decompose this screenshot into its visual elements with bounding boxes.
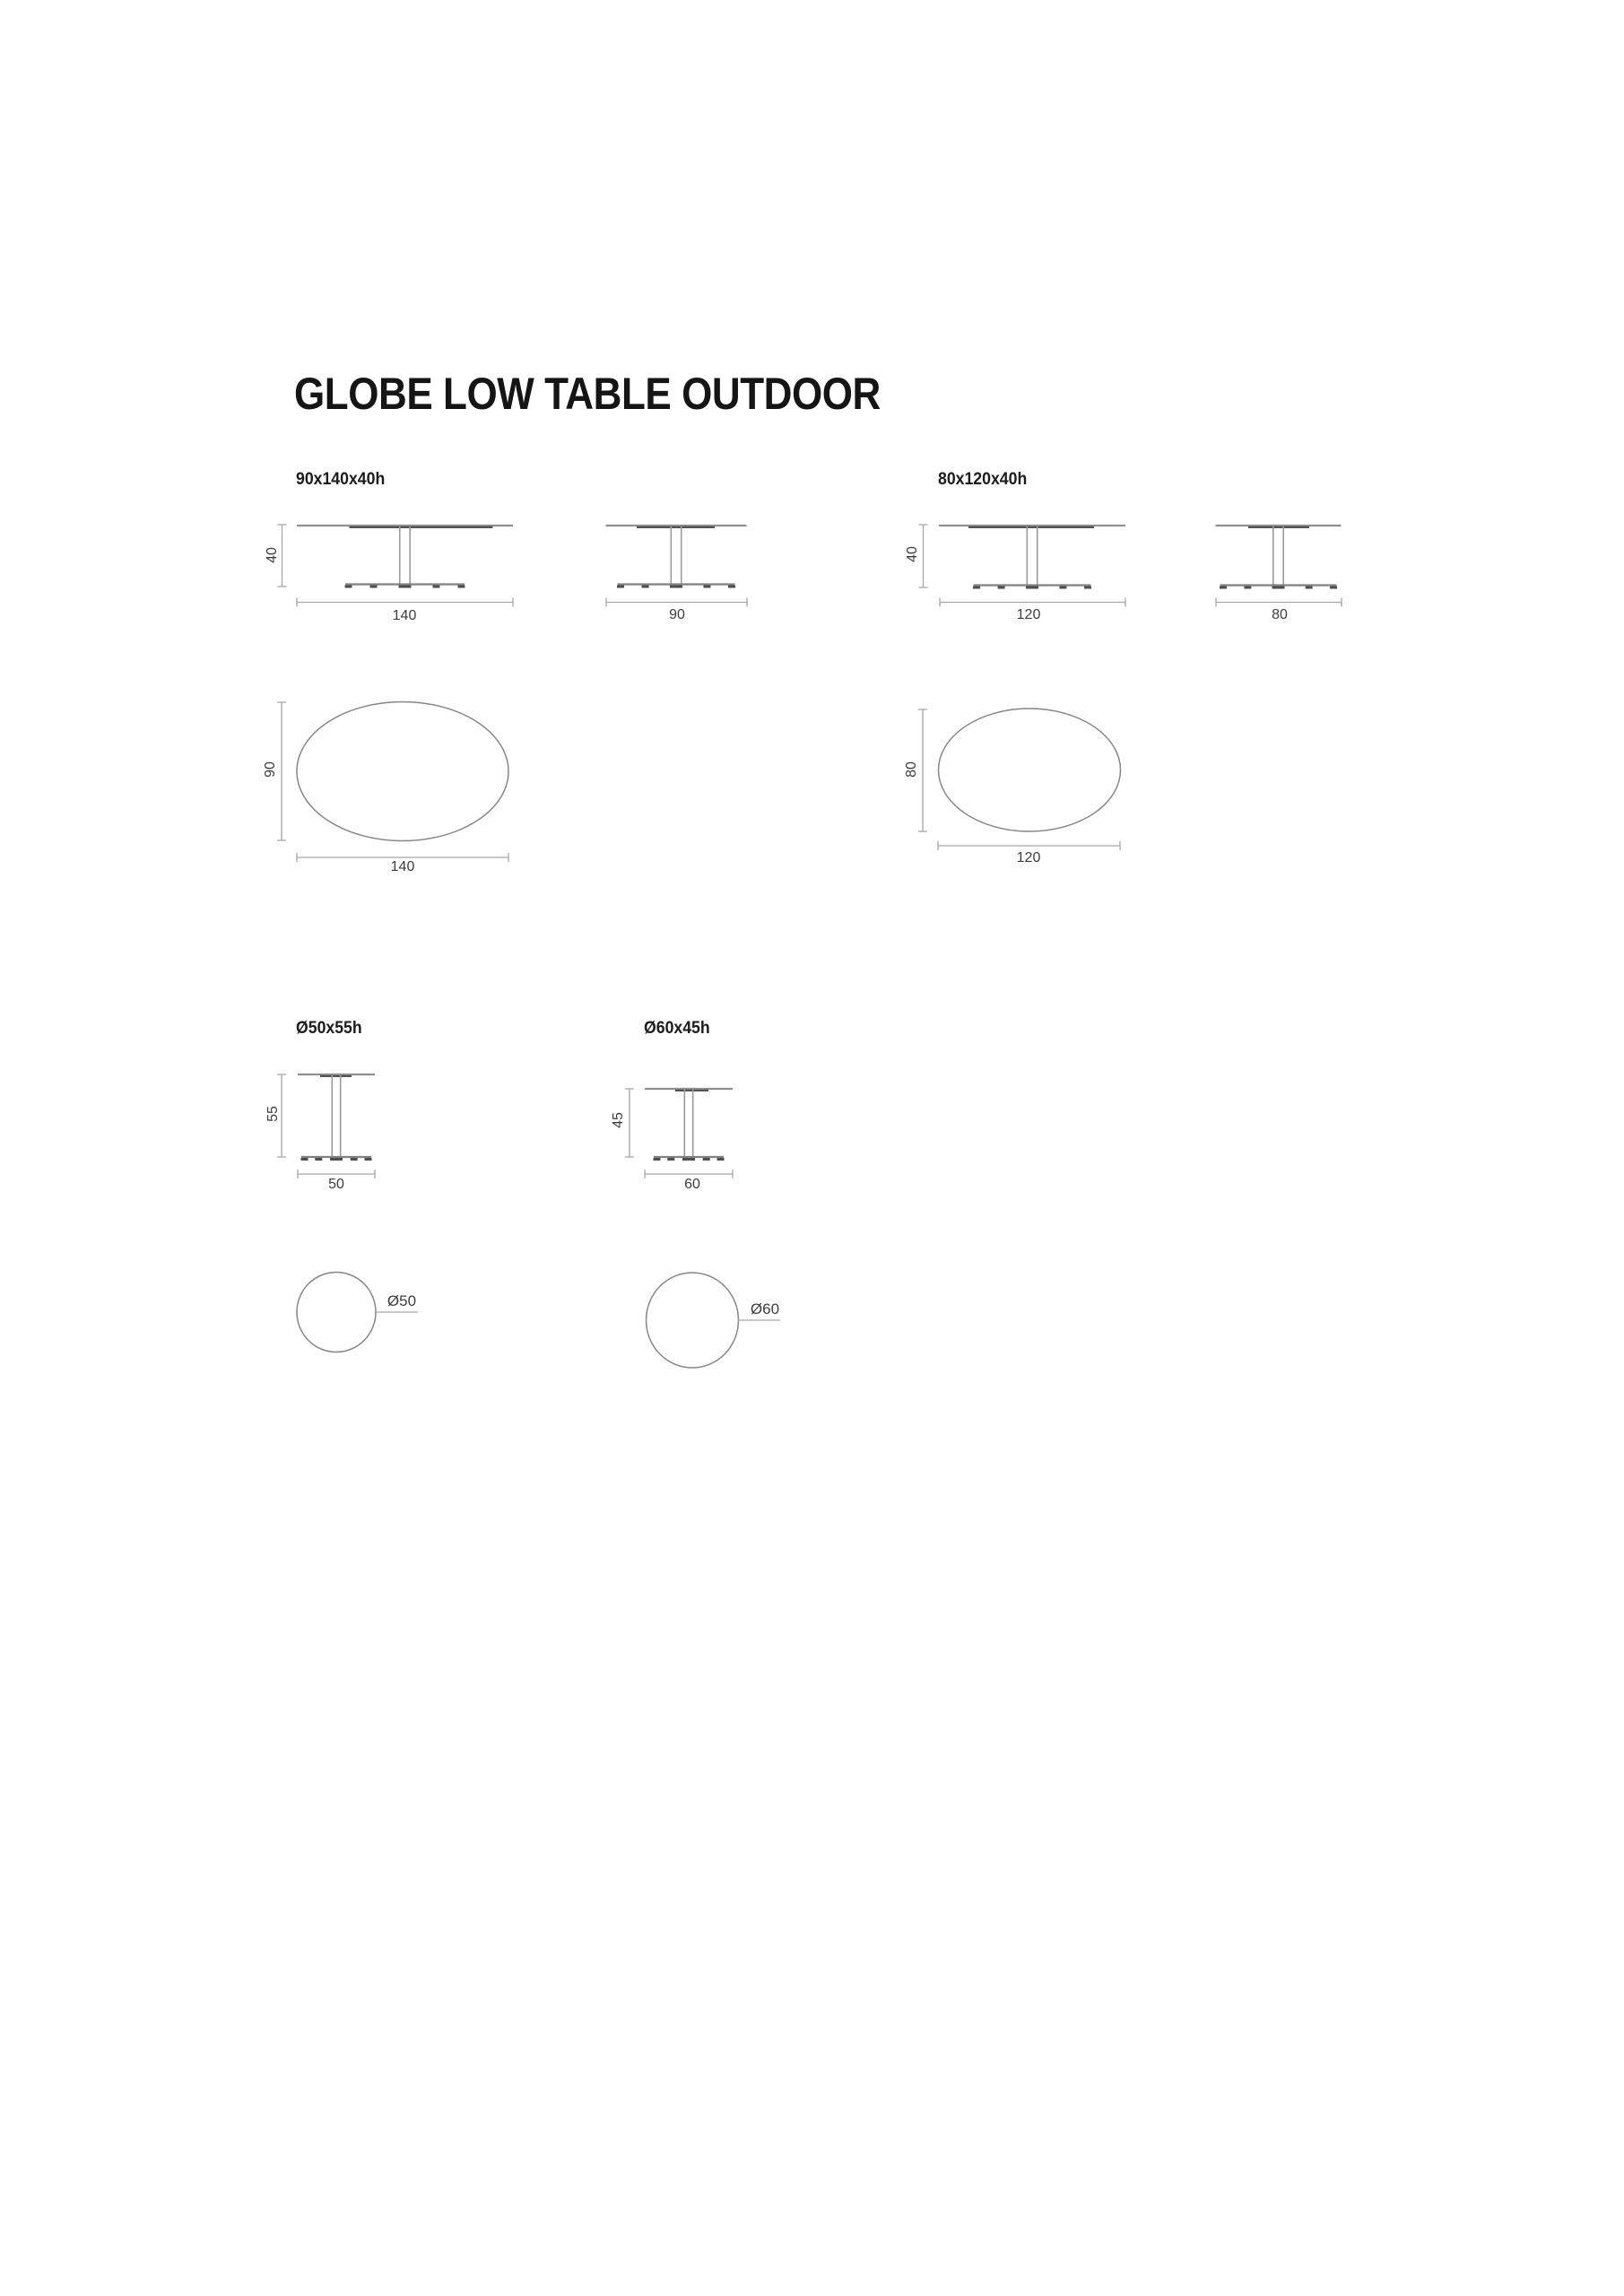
dim-height-40-second: 40 (905, 546, 920, 562)
foot-mark (717, 1158, 725, 1161)
dim-width-120-side: 120 (1016, 607, 1041, 622)
foot-mark (330, 1158, 343, 1161)
dim-width-120-top: 120 (1016, 850, 1041, 865)
foot-mark (345, 586, 352, 588)
width-dimension-line (606, 598, 747, 607)
side-view-140x40 (297, 526, 513, 588)
top-view-ellipse-140x90 (297, 702, 508, 841)
foot-mark (654, 1158, 661, 1161)
foot-mark (973, 587, 980, 589)
width-dimension-line (940, 598, 1125, 607)
foot-mark (315, 1158, 322, 1161)
dim-width-140-top: 140 (390, 859, 415, 874)
foot-mark (1084, 587, 1091, 589)
dim-depth-90-top: 90 (263, 761, 278, 778)
section-label-90x140x40h: 90x140x40h (296, 470, 386, 489)
foot-mark (642, 586, 649, 588)
width-dimension-line (1216, 598, 1342, 607)
side-view-80x40 (1216, 526, 1342, 589)
foot-mark (399, 586, 412, 588)
dim-width-140-side: 140 (392, 608, 417, 623)
foot-mark (365, 1158, 372, 1161)
foot-mark (1220, 587, 1227, 589)
page-title: GLOBE LOW TABLE OUTDOOR (294, 369, 881, 419)
foot-mark (1306, 587, 1313, 589)
side-view-d60 (645, 1089, 733, 1161)
top-view-circle-d60 (647, 1273, 739, 1368)
foot-mark (728, 586, 735, 588)
foot-mark (617, 586, 624, 588)
width-dimension-line (297, 598, 513, 607)
dim-height-40-first: 40 (265, 547, 280, 563)
dim-width-50: 50 (328, 1177, 344, 1192)
section-label-d50x55h: Ø50x55h (296, 1019, 362, 1038)
foot-mark (1059, 587, 1066, 589)
foot-mark (1026, 587, 1038, 589)
dim-width-90-side: 90 (669, 607, 685, 622)
foot-mark (351, 1158, 358, 1161)
side-view-120x40 (939, 526, 1125, 589)
top-view-circle-d50 (297, 1273, 376, 1352)
foot-mark (458, 586, 465, 588)
dim-height-55: 55 (265, 1106, 281, 1122)
foot-mark (667, 1158, 674, 1161)
foot-mark (1244, 587, 1251, 589)
side-view-d50 (298, 1074, 375, 1161)
foot-mark (682, 1158, 695, 1161)
side-view-90x40 (606, 526, 747, 588)
foot-mark (703, 1158, 710, 1161)
foot-mark (703, 586, 710, 588)
top-view-ellipse-120x80 (939, 709, 1121, 831)
dim-width-60: 60 (684, 1177, 700, 1192)
foot-mark (1272, 587, 1285, 589)
foot-mark (1330, 587, 1337, 589)
dim-height-45: 45 (611, 1112, 626, 1128)
foot-mark (370, 586, 378, 588)
dim-depth-80-top: 80 (904, 761, 919, 778)
foot-mark (301, 1158, 308, 1161)
section-label-80x120x40h: 80x120x40h (938, 470, 1028, 489)
foot-mark (998, 587, 1005, 589)
dim-diameter-50: Ø50 (386, 1292, 417, 1309)
foot-mark (432, 586, 439, 588)
dim-diameter-60: Ø60 (750, 1300, 780, 1318)
section-label-d60x45h: Ø60x45h (644, 1019, 710, 1038)
foot-mark (670, 586, 682, 588)
dim-width-80-side: 80 (1272, 607, 1288, 622)
